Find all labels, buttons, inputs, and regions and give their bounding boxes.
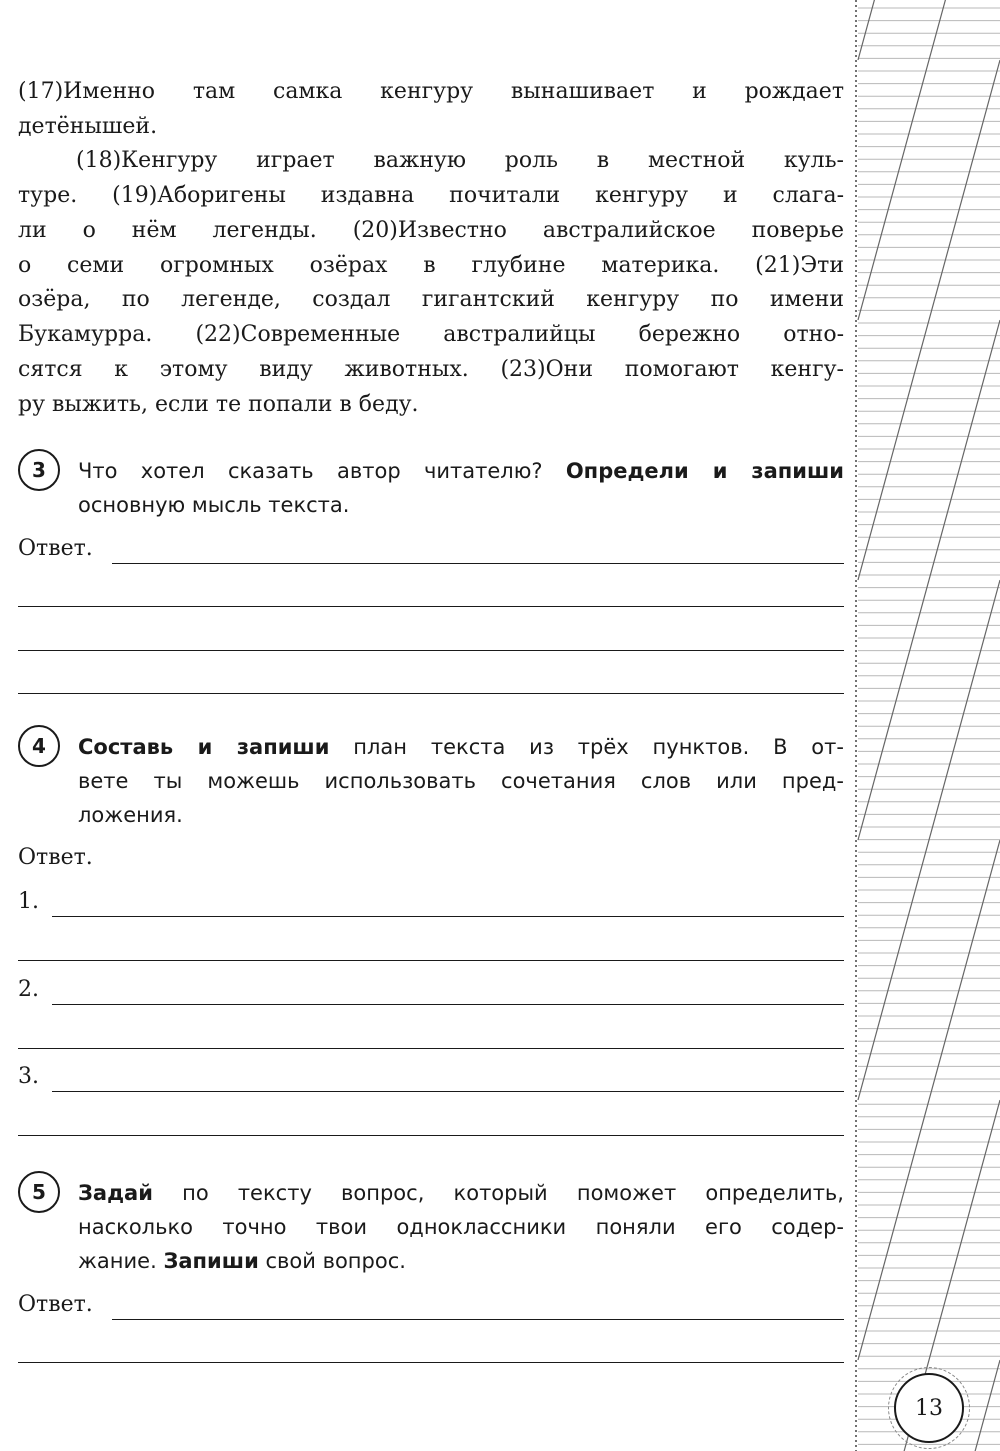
answer-line[interactable]: [112, 1319, 844, 1320]
answer-label: Ответ.: [18, 536, 93, 561]
passage-line: (17)Именно там самка кенгуру вынашивает и рождает: [18, 79, 844, 104]
plan-item-number: 2.: [18, 977, 39, 1002]
answer-line[interactable]: [18, 606, 844, 607]
answer-line[interactable]: [52, 1091, 844, 1092]
margin-guide-lines: [852, 0, 1000, 1451]
passage-line: о семи огромных озёрах в глубине материка. (21)Эти: [18, 253, 844, 278]
answer-line[interactable]: [112, 563, 844, 564]
passage-line: ру выжить, если те попали в беду.: [18, 392, 419, 417]
question-number-badge: 3: [18, 449, 60, 491]
question-text: вете ты можешь использовать сочетания слов или пред-: [78, 769, 844, 793]
answer-line[interactable]: [52, 916, 844, 917]
margin-slant-line: [858, 60, 1000, 580]
question-text: Что хотел сказать автор читателю? Определи и запиши: [78, 459, 844, 483]
question-text: Задай по тексту вопрос, который поможет определить,: [78, 1181, 844, 1205]
margin-slant-line: [858, 0, 1000, 60]
margin-slant-line: [858, 0, 1000, 320]
passage-line: Букамурра. (22)Современные австралийцы бережно отно-: [18, 322, 844, 347]
question-text: Составь и запиши план текста из трёх пунктов. В от-: [78, 735, 844, 759]
passage-line: (18)Кенгуру играет важную роль в местной куль-: [76, 148, 844, 173]
question-text: жание. Запиши свой вопрос.: [78, 1249, 406, 1273]
question-text: ложения.: [78, 803, 183, 827]
answer-line[interactable]: [52, 1004, 844, 1005]
page-number: 13: [894, 1373, 964, 1443]
passage-line: детёнышей.: [18, 114, 158, 139]
answer-line[interactable]: [18, 693, 844, 694]
answer-line[interactable]: [18, 650, 844, 651]
passage-line: ли о нём легенды. (20)Известно австралийское поверье: [18, 218, 844, 243]
margin-slant-line: [858, 320, 1000, 840]
plan-item-number: 1.: [18, 889, 39, 914]
answer-label: Ответ.: [18, 845, 93, 870]
passage-line: туре. (19)Аборигены издавна почитали кенгуру и слага-: [18, 183, 844, 208]
answer-line[interactable]: [18, 1362, 844, 1363]
margin-slant-line: [858, 840, 1000, 1360]
question-number-badge: 4: [18, 725, 60, 767]
answer-line[interactable]: [18, 1135, 844, 1136]
question-text: основную мысль текста.: [78, 493, 350, 517]
question-number-badge: 5: [18, 1171, 60, 1213]
plan-item-number: 3.: [18, 1064, 39, 1089]
answer-line[interactable]: [18, 1048, 844, 1049]
passage-line: озёра, по легенде, создал гигантский кенгуру по имени: [18, 287, 844, 312]
passage-line: сятся к этому виду животных. (23)Они помогают кенгу-: [18, 357, 844, 382]
question-text: насколько точно твои одноклассники поняли его содер-: [78, 1215, 844, 1239]
answer-line[interactable]: [18, 960, 844, 961]
answer-label: Ответ.: [18, 1292, 93, 1317]
